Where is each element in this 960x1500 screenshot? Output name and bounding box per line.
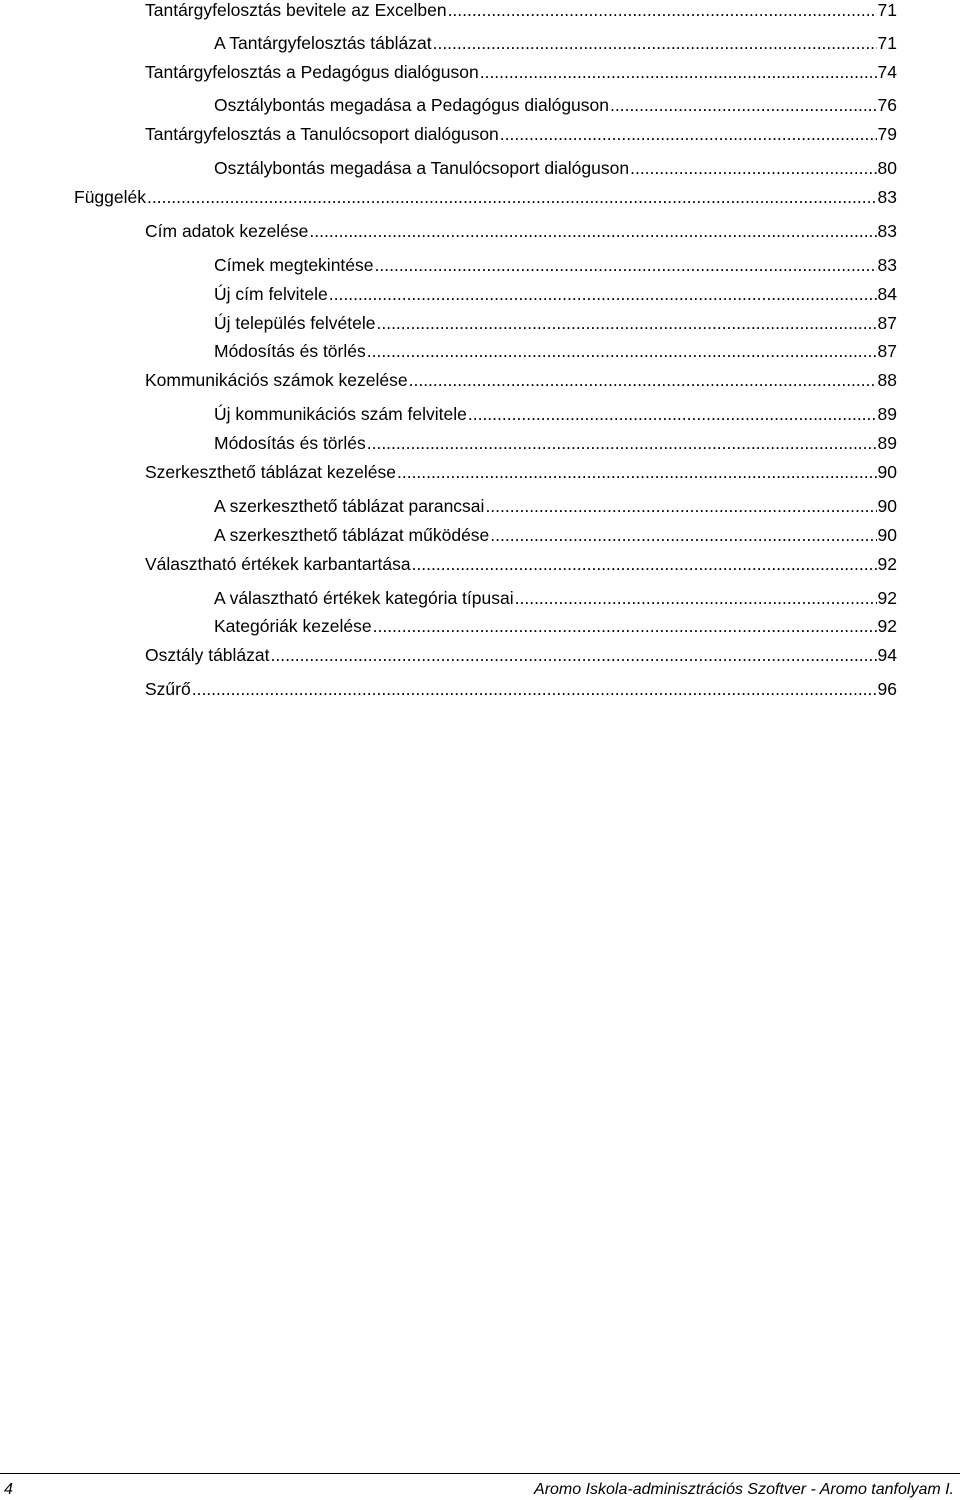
footer-divider: [0, 1473, 960, 1474]
toc-entry[interactable]: [214, 588, 897, 608]
toc-entry[interactable]: [145, 645, 897, 665]
toc-entry-page: 90: [877, 496, 897, 516]
toc-entry-title: Új kommunikációs szám felvitele: [214, 404, 467, 424]
toc-entry[interactable]: [214, 284, 897, 304]
toc-entry[interactable]: [214, 341, 897, 361]
toc-entry-page: 96: [877, 679, 897, 699]
dot-leader: [610, 95, 877, 115]
toc-entry-title: Új település felvétele: [214, 313, 376, 333]
dot-leader: [367, 433, 877, 453]
dot-leader: [309, 221, 876, 241]
toc-entry[interactable]: [214, 433, 897, 453]
toc-entry-page: 84: [877, 284, 897, 304]
dot-leader: [490, 525, 876, 545]
dot-leader: [271, 645, 877, 665]
dot-leader: [448, 0, 877, 20]
dot-leader: [480, 62, 877, 82]
toc-entry-title: Tantárgyfelosztás a Tanulócsoport dialóguson: [145, 124, 499, 144]
toc-entry[interactable]: [145, 370, 897, 390]
toc-entry-page: 83: [877, 255, 897, 275]
toc-entry-title: Szerkeszthető táblázat kezelése: [145, 462, 396, 482]
toc-entry[interactable]: [145, 462, 897, 482]
toc-entry[interactable]: [145, 0, 897, 20]
toc-entry-page: 83: [877, 221, 897, 241]
toc-entry[interactable]: [145, 62, 897, 82]
toc-entry-title: Osztálybontás megadása a Tanulócsoport dialóguson: [214, 158, 630, 178]
footer-title: Aromo Iskola-adminisztrációs Szoftver - Aromo tanfolyam I.: [534, 1481, 954, 1498]
toc-entry[interactable]: [214, 313, 897, 333]
toc-entry[interactable]: [145, 221, 897, 241]
toc-entry-title: Tantárgyfelosztás bevitele az Excelben: [145, 0, 447, 20]
toc-entry-page: 92: [877, 588, 897, 608]
dot-leader: [485, 496, 876, 516]
toc-entry-page: 83: [877, 187, 897, 207]
toc-entry-title: Kategóriák kezelése: [214, 616, 372, 636]
toc-entry[interactable]: [214, 404, 897, 424]
toc-entry[interactable]: [214, 255, 897, 275]
toc-entry-page: 87: [877, 341, 897, 361]
dot-leader: [375, 255, 877, 275]
toc-entry[interactable]: [214, 616, 897, 636]
dot-leader: [500, 124, 877, 144]
toc-entry-title: A szerkeszthető táblázat parancsai: [214, 496, 485, 516]
toc-entry[interactable]: [214, 496, 897, 516]
toc-entry[interactable]: [214, 33, 897, 53]
dot-leader: [192, 679, 877, 699]
toc-entry[interactable]: [214, 158, 897, 178]
toc-entry-title: Cím adatok kezelése: [145, 221, 309, 241]
toc-entry-page: 71: [877, 33, 897, 53]
toc-entry-title: Tantárgyfelosztás a Pedagógus dialóguson: [145, 62, 479, 82]
dot-leader: [329, 284, 877, 304]
toc-entry-page: 79: [877, 124, 897, 144]
toc-entry-page: 92: [877, 616, 897, 636]
toc-entry-page: 74: [877, 62, 897, 82]
toc-entry-title: Osztálybontás megadása a Pedagógus dialóguson: [214, 95, 609, 115]
toc-entry-page: 88: [877, 370, 897, 390]
toc-entry-title: Új cím felvitele: [214, 284, 328, 304]
toc-entry[interactable]: [145, 554, 897, 574]
toc-entry-page: 87: [877, 313, 897, 333]
toc-entry-title: A Tantárgyfelosztás táblázat: [214, 33, 432, 53]
toc-entry-title: A szerkeszthető táblázat működése: [214, 525, 490, 545]
dot-leader: [515, 588, 877, 608]
toc-entry-title: Osztály táblázat: [145, 645, 270, 665]
toc-entry-page: 76: [877, 95, 897, 115]
dot-leader: [367, 341, 877, 361]
dot-leader: [147, 187, 877, 207]
toc-entry-title: Címek megtekintése: [214, 255, 374, 275]
toc-entry-page: 94: [877, 645, 897, 665]
toc-entry-page: 89: [877, 404, 897, 424]
dot-leader: [433, 33, 877, 53]
toc-entry-title: A választható értékek kategória típusai: [214, 588, 514, 608]
toc-entry-page: 89: [877, 433, 897, 453]
toc-entry-title: Szűrő: [145, 679, 191, 699]
toc-entry-page: 80: [877, 158, 897, 178]
dot-leader: [409, 370, 877, 390]
dot-leader: [376, 313, 876, 333]
footer-page-number: 4: [4, 1481, 13, 1498]
dot-leader: [468, 404, 877, 424]
toc-entry[interactable]: [214, 525, 897, 545]
dot-leader: [630, 158, 876, 178]
toc-entry-page: 92: [877, 554, 897, 574]
toc-entry[interactable]: [145, 124, 897, 144]
toc-entry-title: Választható értékek karbantartása: [145, 554, 411, 574]
toc-entry-page: 90: [877, 525, 897, 545]
toc-entry-title: Módosítás és törlés: [214, 341, 366, 361]
toc-entry-title: Kommunikációs számok kezelése: [145, 370, 408, 390]
toc-entry[interactable]: [74, 187, 897, 207]
toc-entry-title: Függelék: [74, 187, 146, 207]
dot-leader: [412, 554, 877, 574]
toc-entry[interactable]: [214, 95, 897, 115]
dot-leader: [397, 462, 877, 482]
toc-entry-title: Módosítás és törlés: [214, 433, 366, 453]
dot-leader: [373, 616, 877, 636]
toc-entry-page: 71: [877, 0, 897, 20]
toc-entry[interactable]: [145, 679, 897, 699]
toc-entry-page: 90: [877, 462, 897, 482]
